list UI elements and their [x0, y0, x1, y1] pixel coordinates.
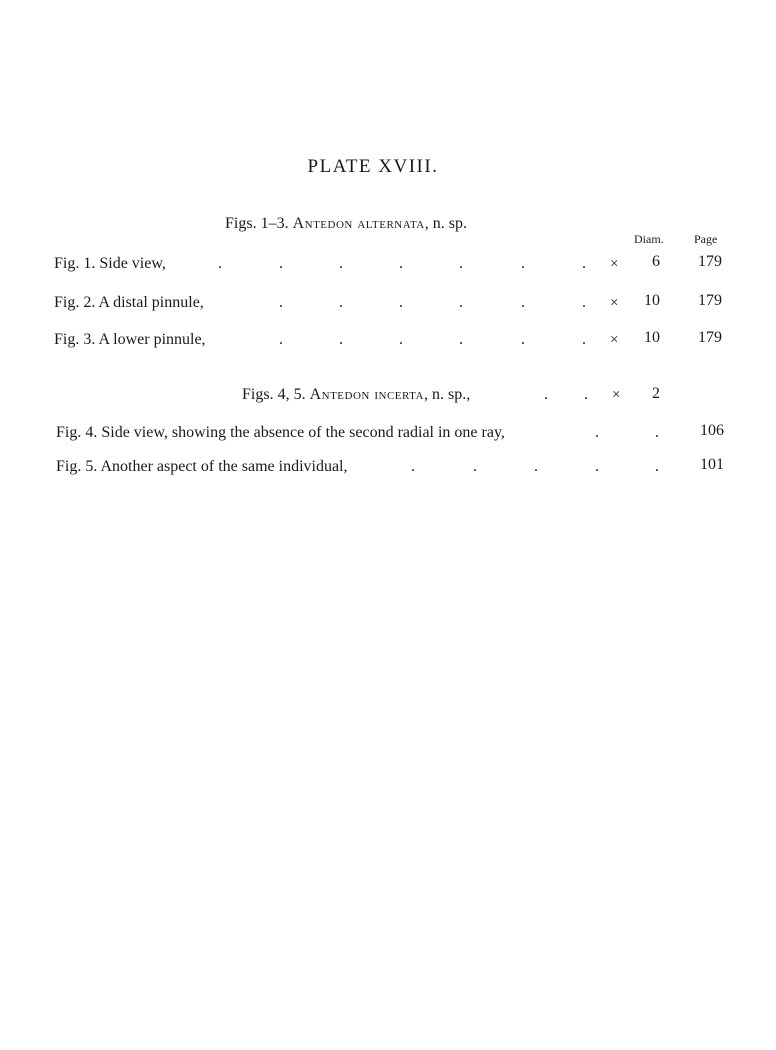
times-sign: × [612, 387, 621, 403]
diam-value: 6 [652, 253, 660, 270]
plate-title: PLATE XVIII. [307, 156, 439, 177]
table-row-label: Fig. 5. Another aspect of the same individual, [56, 458, 348, 475]
leader-dots: . [459, 294, 463, 311]
times-sign: × [610, 332, 619, 348]
leader-dots: . [521, 255, 525, 272]
leader-dots: . [582, 294, 586, 311]
group-heading-1 [225, 215, 467, 233]
leader-dots: . [655, 458, 659, 475]
table-row-label: Fig. 2. A distal pinnule, [54, 294, 204, 311]
leader-dots: . [279, 255, 283, 272]
group-heading-1-prefix: Figs. 1–3. [225, 215, 289, 232]
times-sign: × [610, 256, 619, 272]
leader-dots: . [279, 331, 283, 348]
table-row-label: Fig. 1. Side view, [54, 255, 166, 272]
diam-value: 2 [652, 385, 660, 402]
leader-dots: . [339, 294, 343, 311]
page-value: 106 [700, 422, 724, 439]
leader-dots: . [582, 255, 586, 272]
page-column-header: Page [694, 232, 718, 246]
leader-dots: . [399, 255, 403, 272]
leader-dots: . [399, 294, 403, 311]
leader-dots: . [582, 331, 586, 348]
leader-dots: . [544, 386, 548, 403]
diam-value: 10 [644, 329, 660, 346]
diam-column-header: Diam. [634, 232, 664, 246]
leader-dots: . [595, 424, 599, 441]
leader-dots: . [459, 255, 463, 272]
leader-dots: . [595, 458, 599, 475]
page-value: 179 [698, 329, 722, 346]
page-value: 179 [698, 292, 722, 309]
leader-dots: . [473, 458, 477, 475]
diam-value: 10 [644, 292, 660, 309]
leader-dots: . [521, 331, 525, 348]
table-row-label: Fig. 4. Side view, showing the absence of the second radial in one ray, [56, 424, 505, 441]
leader-dots: . [534, 458, 538, 475]
page-value: 101 [700, 456, 724, 473]
leader-dots: . [655, 424, 659, 441]
leader-dots: . [339, 255, 343, 272]
group-heading-2-prefix: Figs. 4, 5. [242, 386, 306, 403]
group-heading-1-species: Antedon alternata [292, 215, 425, 232]
page-value: 179 [698, 253, 722, 270]
leader-dots: . [218, 255, 222, 272]
leader-dots: . [279, 294, 283, 311]
group-heading-1-suffix: , n. sp. [424, 215, 467, 232]
times-sign: × [610, 295, 619, 311]
group-heading-2-suffix: , n. sp., [423, 386, 471, 403]
leader-dots: . [459, 331, 463, 348]
leader-dots: . [521, 294, 525, 311]
leader-dots: . [399, 331, 403, 348]
table-row-label: Fig. 3. A lower pinnule, [54, 331, 206, 348]
group-heading-2-species: Antedon incerta [309, 386, 424, 403]
leader-dots: . [584, 386, 588, 403]
group-heading-2 [242, 386, 470, 404]
leader-dots: . [411, 458, 415, 475]
leader-dots: . [339, 331, 343, 348]
